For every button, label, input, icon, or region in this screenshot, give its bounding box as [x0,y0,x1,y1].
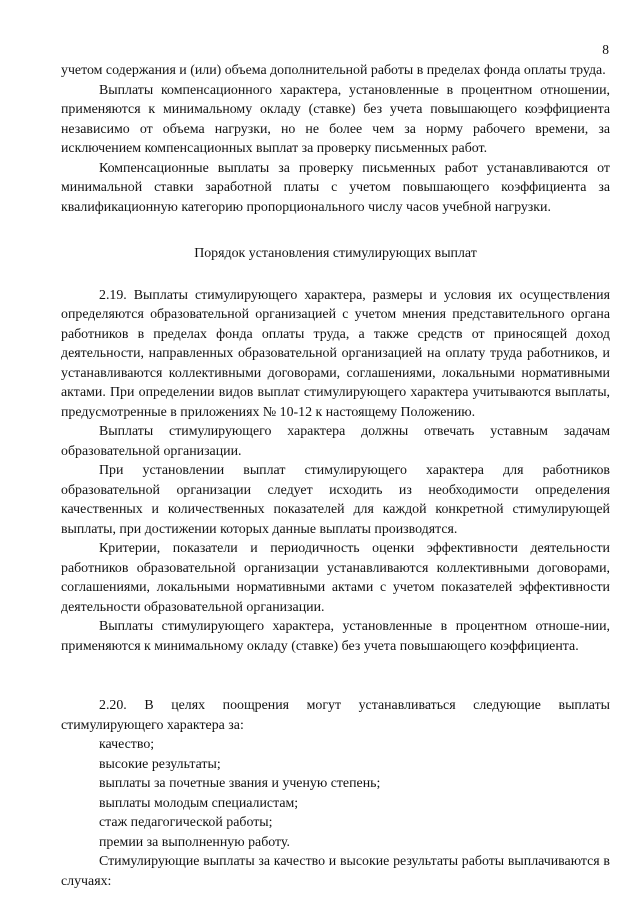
list-item: высокие результаты; [99,756,221,772]
paragraph: Выплаты компенсационного характера, установленные в процентном отношении, применяются к минимальному окладу (ставке) без учета повышающего коэффициента независимо от объема нагрузки, но не более чем за норму рабочего времени, за исключением компенсационных выплат за проверку письменных работ. [61,82,610,156]
paragraph: Критерии, показатели и периодичность оценки эффективности деятельности работников образовательной организации устанавливаются коллективными договорами, соглашениями, локальными нормативными актами с учетом показателей эффективности деятельности образовательной организации. [61,541,610,615]
section-heading: Порядок установления стимулирующих выплат [194,246,477,261]
paragraph: Компенсационные выплаты за проверку письменных работ устанавливаются от минимальной ставки заработной платы с учетом повышающего коэффициента за квалификационную категорию пропорционального числу часов учебной нагрузки. [61,160,610,215]
paragraph-2-20: 2.20. В целях поощрения могут устанавливаться следующие выплаты стимулирующего характера за: [61,698,610,733]
list-item: качество; [99,737,155,752]
paragraph-2-19: 2.19. Выплаты стимулирующего характера, размеры и условия их осуществления определяются образовательной организацией с учетом мнения представительного органа работников в пределах фонда оплаты труда, а также средств от приносящей доход деятельности, направленных образовательной организацией на оплату труда работников, и устанавливаются коллективными договорами, соглашениями, локальными нормативными актами. При определении видов выплат стимулирующего характера учитываются выплаты, предусмотренные в приложениях № 10-12 к настоящему Положению. [61,287,610,420]
paragraph: Выплаты стимулирующего характера должны отвечать уставным задачам образовательной организации. [61,424,610,459]
document-body [61,61,610,891]
list-item: выплаты молодым специалистам; [99,795,299,811]
page-number: 8 [602,42,609,57]
list-item: премии за выполненную работу. [99,834,290,850]
paragraph: При установлении выплат стимулирующего характера для работников образовательной организации следует исходить из необходимости определения качественных и количественных показателей для каждой конкретной стимулирующей выплаты, при достижении которых данные выплаты производятся. [61,463,610,537]
list-item: стаж педагогической работы; [99,815,273,830]
paragraph: Стимулирующие выплаты за качество и высокие результаты работы выплачиваются в случаях: [61,854,610,889]
paragraph-continuation: учетом содержания и (или) объема дополнительной работы в пределах фонда оплаты труда. [61,63,606,78]
list-item: выплаты за почетные звания и ученую степень; [99,776,381,791]
paragraph: Выплаты стимулирующего характера, установленные в процентном отноше-нии, применяются к минимальному окладу (ставке) без учета повышающего коэффициента. [61,619,610,654]
